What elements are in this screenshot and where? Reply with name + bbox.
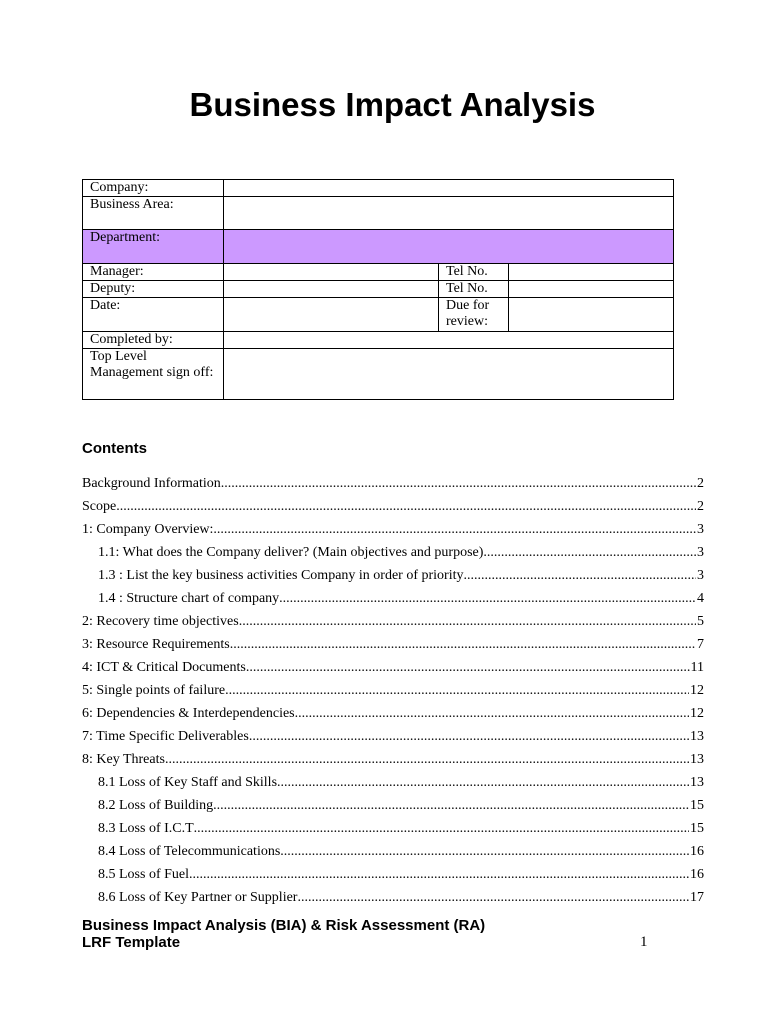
toc-leader-dots: [464, 567, 697, 585]
toc-entry-page: 13: [690, 775, 704, 790]
page-title: Business Impact Analysis: [189, 86, 596, 123]
toc-entry-page: 11: [690, 660, 704, 675]
completed-by-field[interactable]: [224, 332, 674, 349]
toc-leader-dots: [213, 797, 689, 815]
toc-entry-label: 3: Resource Requirements: [82, 637, 230, 652]
toc-entry[interactable]: [82, 751, 704, 774]
toc-leader-dots: [483, 544, 696, 562]
toc-entry-label: 2: Recovery time objectives: [82, 614, 239, 629]
toc-leader-dots: [189, 866, 689, 884]
toc-entry-label: 8.5 Loss of Fuel: [98, 867, 189, 882]
toc-leader-dots: [277, 774, 689, 792]
toc-entry-label: 1: Company Overview:: [82, 522, 214, 537]
deputy-label: Deputy:: [83, 281, 224, 298]
form-row-company: [83, 180, 674, 197]
form-row-business-area: [83, 197, 674, 230]
toc-entry-label: 8: Key Threats: [82, 752, 165, 767]
toc-entry[interactable]: [82, 889, 704, 912]
toc-leader-dots: [239, 613, 696, 631]
toc-entry[interactable]: [82, 475, 704, 498]
toc-entry-label: Scope: [82, 499, 117, 514]
completed-by-label: Completed by:: [83, 332, 224, 349]
toc-leader-dots: [297, 889, 689, 907]
toc-entry-page: 3: [697, 568, 704, 583]
signoff-field[interactable]: [224, 349, 674, 400]
form-row-manager: [83, 264, 674, 281]
toc-leader-dots: [279, 590, 696, 608]
toc-entry[interactable]: [82, 498, 704, 521]
deputy-field[interactable]: [224, 281, 439, 298]
footer-line-1: Business Impact Analysis (BIA) & Risk Assessment (RA): [82, 917, 486, 934]
toc-entry-page: 4: [697, 591, 704, 606]
toc-entry-page: 13: [690, 752, 704, 767]
toc-leader-dots: [194, 820, 689, 838]
form-row-department: [83, 230, 674, 264]
toc-leader-dots: [221, 475, 696, 493]
toc-leader-dots: [116, 498, 696, 516]
toc-entry[interactable]: [82, 843, 704, 866]
toc-leader-dots: [230, 636, 696, 654]
toc-entry-page: 3: [697, 522, 704, 537]
date-field[interactable]: [224, 298, 439, 332]
toc-entry-page: 15: [690, 821, 704, 836]
toc-entry[interactable]: [82, 820, 704, 843]
contents-heading: Contents: [82, 440, 147, 457]
toc-entry[interactable]: [82, 567, 704, 590]
toc-entry[interactable]: [82, 590, 704, 613]
tel-label-1: Tel No.: [439, 264, 509, 281]
business-area-label: Business Area:: [83, 197, 224, 230]
toc-entry-page: 7: [697, 637, 704, 652]
toc-entry-label: 8.6 Loss of Key Partner or Supplier: [98, 890, 298, 905]
toc-entry[interactable]: [82, 705, 704, 728]
toc-entry-page: 12: [690, 706, 704, 721]
toc-entry[interactable]: [82, 682, 704, 705]
toc-entry-page: 12: [690, 683, 704, 698]
toc-leader-dots: [213, 521, 696, 539]
company-label: Company:: [83, 180, 224, 197]
page-footer: [82, 917, 485, 951]
toc-entry-label: 8.3 Loss of I.C.T: [98, 821, 194, 836]
toc-entry[interactable]: [82, 797, 704, 820]
toc-entry-label: 1.3 : List the key business activities Company in order of priority: [98, 568, 464, 583]
toc-entry[interactable]: [82, 659, 704, 682]
table-of-contents: [82, 475, 704, 912]
form-row-completed-by: [83, 332, 674, 349]
toc-leader-dots: [249, 728, 689, 746]
toc-entry-page: 16: [690, 867, 704, 882]
manager-tel-field[interactable]: [509, 264, 674, 281]
toc-entry[interactable]: [82, 728, 704, 751]
toc-entry-label: 1.1: What does the Company deliver? (Main objectives and purpose): [98, 545, 484, 560]
manager-label: Manager:: [83, 264, 224, 281]
toc-entry-label: Background Information: [82, 476, 221, 491]
toc-entry-label: 1.4 : Structure chart of company: [98, 591, 280, 606]
toc-leader-dots: [280, 843, 689, 861]
toc-entry-page: 15: [690, 798, 704, 813]
toc-entry-label: 5: Single points of failure: [82, 683, 226, 698]
deputy-tel-field[interactable]: [509, 281, 674, 298]
form-row-date: [83, 298, 674, 332]
toc-entry[interactable]: [82, 774, 704, 797]
toc-entry-label: 7: Time Specific Deliverables: [82, 729, 249, 744]
business-area-field[interactable]: [224, 197, 674, 230]
toc-entry-page: 13: [690, 729, 704, 744]
manager-field[interactable]: [224, 264, 439, 281]
toc-entry-page: 2: [697, 499, 704, 514]
toc-leader-dots: [246, 659, 690, 677]
date-label: Date:: [83, 298, 224, 332]
details-form-table: [82, 179, 674, 400]
toc-entry-page: 3: [697, 545, 704, 560]
toc-entry-page: 5: [697, 614, 704, 629]
toc-leader-dots: [295, 705, 689, 723]
toc-leader-dots: [165, 751, 689, 769]
toc-entry[interactable]: [82, 521, 704, 544]
company-field[interactable]: [224, 180, 674, 197]
form-row-deputy: [83, 281, 674, 298]
due-for-review-label: Due for review:: [439, 298, 509, 332]
form-row-signoff: [83, 349, 674, 400]
department-label: Department:: [83, 230, 224, 264]
toc-entry[interactable]: [82, 866, 704, 889]
toc-entry-page: 17: [690, 890, 704, 905]
toc-entry-page: 2: [697, 476, 704, 491]
toc-entry[interactable]: [82, 544, 704, 567]
toc-entry[interactable]: [82, 636, 704, 659]
toc-entry[interactable]: [82, 613, 704, 636]
toc-entry-label: 8.4 Loss of Telecommunications: [98, 844, 281, 859]
toc-entry-label: 6: Dependencies & Interdependencies: [82, 706, 295, 721]
due-for-review-field[interactable]: [509, 298, 674, 332]
department-field[interactable]: [224, 230, 674, 264]
page-number: 1: [640, 934, 648, 950]
toc-entry-label: 8.2 Loss of Building: [98, 798, 214, 813]
toc-entry-label: 8.1 Loss of Key Staff and Skills: [98, 775, 278, 790]
toc-entry-label: 4: ICT & Critical Documents: [82, 660, 246, 675]
toc-entry-page: 16: [690, 844, 704, 859]
signoff-label: Top Level Management sign off:: [83, 349, 224, 400]
footer-line-2: LRF Template: [82, 934, 181, 951]
toc-leader-dots: [225, 682, 689, 700]
tel-label-2: Tel No.: [439, 281, 509, 298]
